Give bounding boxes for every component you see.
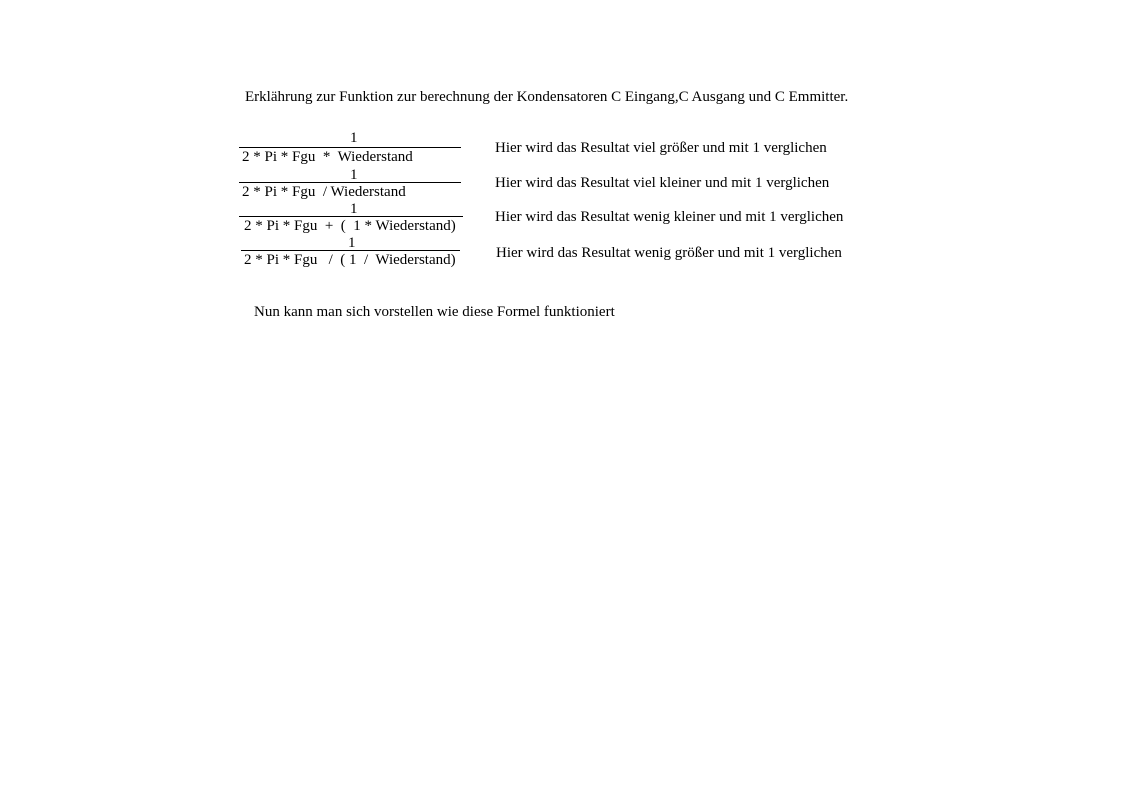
formula-4-numerator: 1	[348, 235, 356, 251]
formula-3-comment: Hier wird das Resultat wenig kleiner und mit 1 verglichen	[495, 209, 844, 225]
formula-1-denominator: 2 * Pi * Fgu * Wiederstand	[242, 149, 413, 165]
formula-2-numerator: 1	[350, 167, 358, 183]
formula-3-numerator: 1	[350, 201, 358, 217]
formula-2-comment: Hier wird das Resultat viel kleiner und mit 1 verglichen	[495, 175, 830, 191]
formula-2-denominator: 2 * Pi * Fgu / Wiederstand	[242, 184, 406, 200]
formula-3-denominator: 2 * Pi * Fgu + ( 1 * Wiederstand)	[244, 218, 456, 234]
formula-1-numerator: 1	[350, 130, 358, 146]
formula-3-fraction-bar	[239, 216, 463, 217]
explanation-heading: Erklährung zur Funktion zur berechnung der Kondensatoren C Eingang,C Ausgang und C Emmitter.	[245, 89, 849, 105]
formula-1-comment: Hier wird das Resultat viel größer und mit 1 verglichen	[495, 140, 827, 156]
formula-2-fraction-bar	[239, 182, 461, 183]
formula-4-fraction-bar	[241, 250, 460, 251]
formula-4-denominator: 2 * Pi * Fgu / ( 1 / Wiederstand)	[244, 252, 456, 268]
formula-4-comment: Hier wird das Resultat wenig größer und mit 1 verglichen	[496, 245, 842, 261]
conclusion-text: Nun kann man sich vorstellen wie diese Formel funktioniert	[254, 304, 615, 320]
formula-1-fraction-bar	[239, 147, 461, 148]
